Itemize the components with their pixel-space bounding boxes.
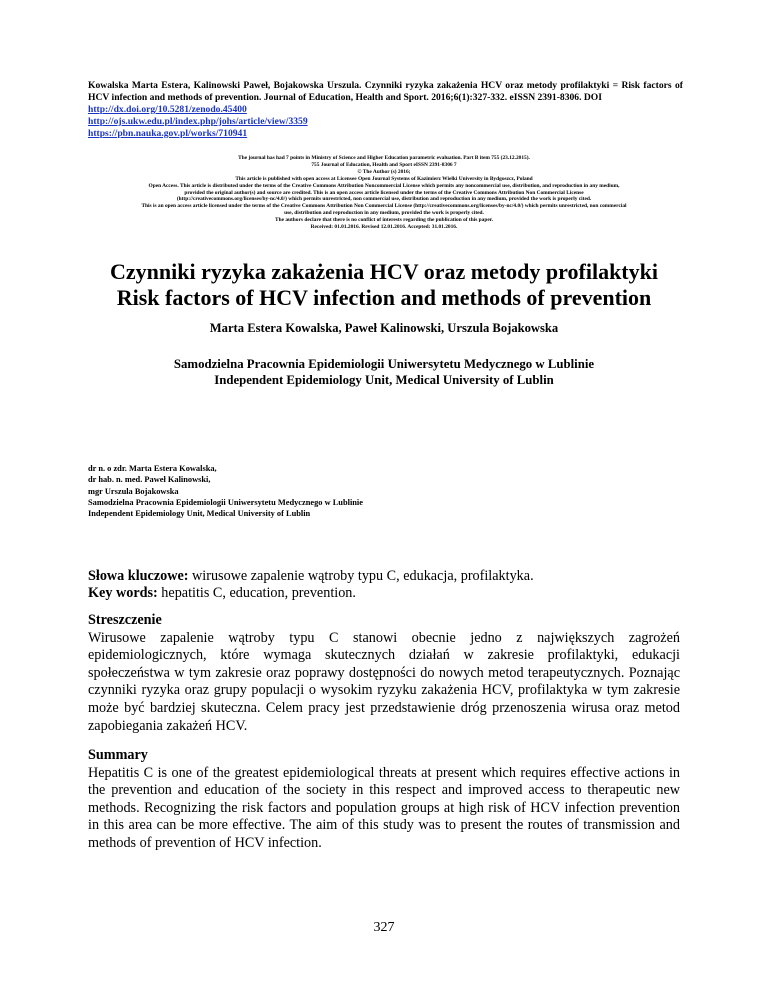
license-line: This article is published with open access at Licensee Open Journal Systems of Kazimierz Wielki University in Bydgoszcz, Poland: [235, 175, 533, 182]
abstract-en-text: Hepatitis C is one of the greatest epidemiological threats at present which requires effective actions in the prevention and education of the society in this respect and improved access to therapeutic new methods. Recognizing the risk factors and population groups at high risk of HCV infection prevention in this area can be more effective. The aim of this study was to present the routes of transmission and methods of prevention of HCV infection.: [88, 764, 680, 851]
license-line: Open Access. This article is distributed under the terms of the Creative Commons Attribution Noncommercial License which permits any noncommercial use, distribution, and reproduction in any medium,: [148, 182, 620, 189]
article-title: [60, 259, 708, 311]
title-polish: Czynniki ryzyka zakażenia HCV oraz metody profilaktyki: [110, 259, 658, 284]
title-english: Risk factors of HCV infection and methods of prevention: [116, 285, 652, 310]
journal-article-link[interactable]: http://ojs.ukw.edu.pl/index.php/johs/article/view/3359: [88, 116, 308, 127]
abstract-polish: [88, 612, 680, 735]
affiliation-polish: Samodzielna Pracownia Epidemiologii Uniwersytetu Medycznego w Lublinie: [173, 357, 595, 371]
license-line: The authors declare that there is no conflict of interests regarding the publication of this paper.: [274, 217, 494, 224]
abstract-pl-heading: Streszczenie: [88, 612, 162, 628]
correspondence-line: Samodzielna Pracownia Epidemiologii Uniwersytetu Medycznego w Lublinie: [88, 497, 363, 507]
license-line: © The Author (s) 2016;: [357, 168, 411, 175]
abstract-pl-text: Wirusowe zapalenie wątroby typu C stanowi obecnie jedno z największych zagrożeń epidemiologicznych, które wymaga skutecznych działań w zakresie profilaktyki, edukacji społeczeństwa w tym zakresie oraz poprawy dostępności do nowych metod terapeutycznych. Poznając czynniki ryzyka oraz grupy populacji o wysokim ryzyku zakażenia HCV, profilaktyka w tym zakresie może być bardziej skuteczna. Celem pracy jest przedstawienie dróg przenoszenia wirusa oraz metod zapobiegania zakażeń HCV.: [88, 629, 680, 734]
authors-line: Marta Estera Kowalska, Paweł Kalinowski, Urszula Bojakowska: [209, 321, 559, 335]
license-line: Received: 01.01.2016. Revised 12.01.2016. Accepted: 31.01.2016.: [310, 224, 458, 231]
license-line: use, distribution and reproduction in any medium, provided the work is properly cited.: [284, 210, 484, 217]
pbn-link[interactable]: https://pbn.nauka.gov.pl/works/710941: [88, 128, 248, 139]
correspondence-block: [88, 463, 678, 519]
keywords-pl-label: Słowa kluczowe:: [88, 568, 189, 584]
keywords-polish: [88, 568, 678, 585]
citation-block: [88, 80, 683, 140]
affiliation-block: [60, 356, 708, 388]
correspondence-line: Independent Epidemiology Unit, Medical University of Lublin: [88, 509, 311, 519]
license-line: The journal has had 7 points in Ministry of Science and Higher Education parametric evaluation. Part B item 755 (23.12.2015).: [238, 155, 530, 161]
license-line: (http://creativecommons.org/licenses/by-nc/4.0/) which permits unrestricted, non commercial use, distribution and reproduction in any medium, provided the work is properly cited.: [176, 196, 592, 203]
affiliation-english: Independent Epidemiology Unit, Medical University of Lublin: [214, 373, 554, 387]
keywords-pl-text: wirusowe zapalenie wątroby typu C, edukacja, profilaktyka.: [188, 568, 534, 584]
abstract-en-heading: Summary: [88, 747, 148, 763]
keywords-block: [88, 568, 678, 602]
page-number: 327: [373, 920, 395, 935]
citation-text: Kowalska Marta Estera, Kalinowski Paweł, Bojakowska Urszula. Czynniki ryzyka zakażenia HCV oraz metody profilaktyki = Risk factors of HCV infection and methods of prevention. Journal of Education, Health and Sport. 2016;6(1):327-332. eISSN 2391-8306. DOI: [88, 80, 683, 103]
license-line: This is an open access article licensed under the terms of the Creative Commons Attribution Non Commercial License (http://creativecommons.org/licenses/by-nc/4.0/) which permits unrestricted, non commercial: [141, 203, 627, 210]
keywords-english: [88, 585, 678, 602]
license-line: provided the original author(s) and source are credited. This is an open access article licensed under the terms of the Creative Commons Attribution Non Commercial License: [184, 189, 584, 196]
keywords-en-text: hepatitis C, education, prevention.: [157, 585, 356, 601]
correspondence-line: dr hab. n. med. Paweł Kalinowski,: [88, 475, 211, 485]
doi-link[interactable]: http://dx.doi.org/10.5281/zenodo.45400: [88, 104, 247, 115]
keywords-en-label: Key words:: [88, 585, 158, 601]
license-block: [60, 155, 708, 231]
abstract-english: [88, 747, 680, 853]
correspondence-line: dr n. o zdr. Marta Estera Kowalska,: [88, 464, 217, 473]
correspondence-line: mgr Urszula Bojakowska: [88, 486, 179, 496]
license-line: 755 Journal of Education, Health and Sport eISSN 2391-8306 7: [311, 161, 457, 168]
